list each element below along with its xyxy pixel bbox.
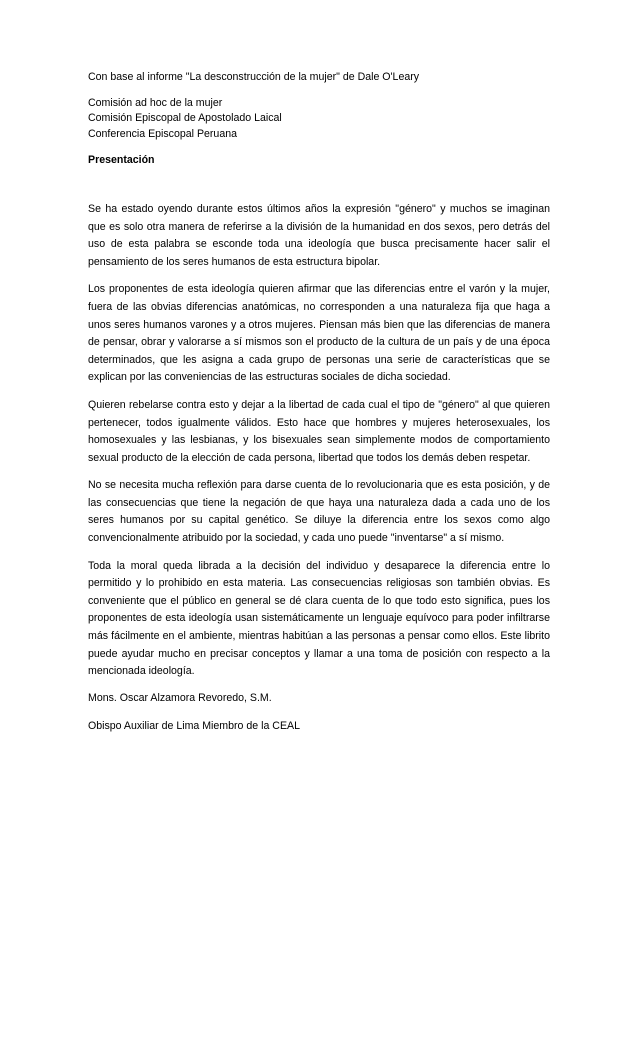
- org-line-2: Comisión Episcopal de Apostolado Laical: [88, 112, 282, 125]
- document-page: [88, 70, 550, 748]
- section-heading: Presentación: [88, 154, 155, 167]
- signature-name: Mons. Oscar Alzamora Revoredo, S.M.: [88, 691, 272, 704]
- org-line-3: Conferencia Episcopal Peruana: [88, 127, 237, 140]
- paragraph-5: Toda la moral queda librada a la decisión del individuo y desaparece la diferencia entre lo permitido y lo prohibido en esta materia. Las consecuencias religiosas son también obvias. Es conveniente que el público en general se dé clara cuenta de lo que todo esto significa, pues los proponentes de esta ideología usan sistemáticamente un lenguaje equívoco para poder infiltrarse más fácilmente en el ambiente, mientras habitúan a las personas a pensar como ellos. Este librito puede ayudar mucho en precisar conceptos y llamar a una toma de posición con respecto a la mencionada ideología.: [88, 559, 550, 678]
- paragraph-4: No se necesita mucha reflexión para darse cuenta de lo revolucionaria que es esta posición, y de las consecuencias que tiene la negación de que haya una naturaleza dada a cada uno de los seres humanos por su capital genético. Se diluye la diferencia entre los sexos como algo convencionalmente atribuido por la sociedad, y cada uno puede "inventarse" a sí mismo.: [88, 479, 550, 545]
- paragraph-3: Quieren rebelarse contra esto y dejar a la libertad de cada cual el tipo de "género" al que quieren pertenecer, todos igualmente válidos. Esto hace que hombres y mujeres heterosexuales, los homosexuales y las lesbianas, y los bisexuales sean simplemente modos de comportamiento sexual producto de la elección de cada persona, libertad que todos los demás deben respetar.: [88, 398, 550, 464]
- org-line-1: Comisión ad hoc de la mujer: [88, 96, 223, 109]
- signature-title: Obispo Auxiliar de Lima Miembro de la CEAL: [88, 720, 300, 733]
- paragraph-1: Se ha estado oyendo durante estos últimos años la expresión "género" y muchos se imaginan que es solo otra manera de referirse a la división de la humanidad en dos sexos, pero detrás del uso de esta palabra se esconde toda una ideología que busca precisamente hacer salir el pensamiento de los seres humanos de esta estructura bipolar.: [88, 202, 550, 268]
- paragraph-2: Los proponentes de esta ideología quieren afirmar que las diferencias entre el varón y la mujer, fuera de las obvias diferencias anatómicas, no corresponden a una naturaleza fija que haga a unos seres humanos varones y a otros mujeres. Piensan más bien que las diferencias de manera de pensar, obrar y valorarse a sí mismos son el producto de la cultura de un país y de una época determinados, que les asigna a cada grupo de personas una serie de características que se explican por las conveniencias de las estructuras sociales de dicha sociedad.: [88, 283, 550, 384]
- organization-block: [88, 96, 550, 143]
- intro-line: Con base al informe "La desconstrucción de la mujer" de Dale O'Leary: [88, 71, 420, 83]
